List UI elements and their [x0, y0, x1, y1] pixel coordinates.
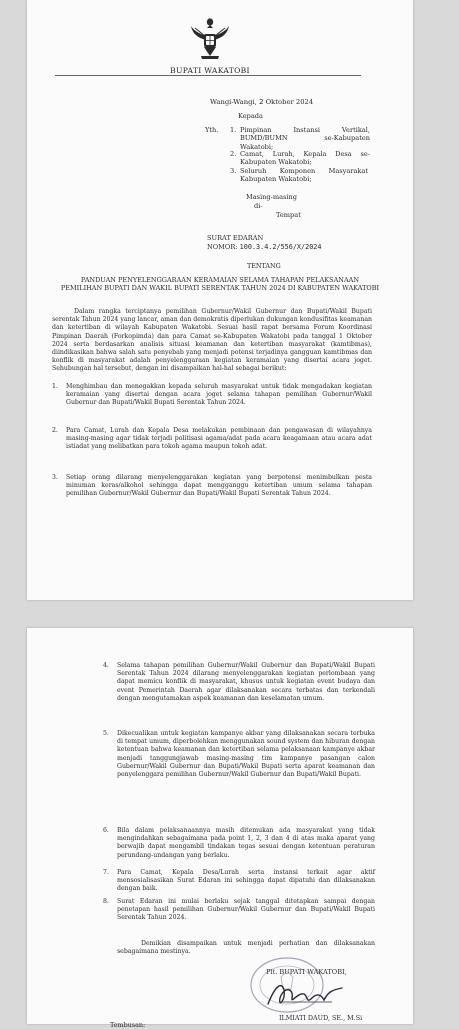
tempat-label: Tempat — [276, 211, 301, 219]
list-item-number: 3. — [52, 474, 58, 481]
list-item-number: 1. — [52, 383, 58, 390]
letter-number — [207, 243, 321, 251]
signatory-name: ILMIATI DAUD, SE., M.Si — [279, 1014, 363, 1022]
list-item-number: 5. — [103, 730, 109, 737]
list-item-number: 8. — [103, 898, 109, 905]
nomor-label: NOMOR: — [207, 243, 238, 251]
list-item-number: 7. — [103, 869, 109, 876]
list-item-number: 6. — [103, 827, 109, 834]
garuda-emblem-icon — [187, 14, 233, 64]
date-month-year: Oktober 2024 — [265, 98, 314, 106]
letter-type: SURAT EDARAN — [207, 234, 264, 242]
tembusan-label: Tembusan: — [110, 1021, 146, 1029]
opening-paragraph: Dalam rangka terciptanya pemilihan Gubernur/Wakil Gubernur dan Bupati/Wakil Bupati serentak Tahun 2024 yang lancar, aman dan demokratis diperlukan dukungan kondusifitas keamanan dan ketertiban di wilayah Kabupaten Wakatobi. Sesuai hasil rapat bersama Forum Koordinasi Pimpinan Daerah (Forkopimda) dan para Camat se-Kabupaten Wakatobi pada tanggal 1 Oktober 2024 serta berdasarkan analisis situasi keamanan dan ketertiban masyarakat (kamtibmas), diindikasikan bahwa salah satu penyebab yang menjadi potensi terjadinya gangguan kamtibmas dan konflik di masyarakat adalah penyelenggaraan kegiatan keramaian yang disertai acara joget. Sehubungan hal tersebut, dengan ini disampaikan hal-hal sebagai berikut: — [52, 308, 372, 373]
di-label: di- — [254, 202, 263, 210]
yth-label: Yth. — [205, 126, 219, 134]
recipient-text: Camat, Lurah, Kepala Desa se-Kabupaten Wakatobi; — [240, 150, 370, 167]
document-page-1 — [27, 0, 413, 600]
list-item-text: Para Camat, Kepala Desa/Lurah serta instansi terkait agar aktif mensosialisasikan Surat Edaran ini sehingga dapat dipatuhi dan dilaksanakan dengan baik. — [117, 869, 375, 893]
recipient-number: 3. — [230, 167, 237, 175]
handwritten-signature-icon — [262, 978, 352, 1014]
nomor-value: 100.3.4.2/556/X/2024 — [239, 243, 322, 251]
letterhead-divider — [55, 75, 361, 76]
letter-subject: PANDUAN PENYELENGGARAAN KERAMAIAN SELAMA TAHAPAN PELAKSANAAN PEMILIHAN BUPATI DAN WAKIL BUPATI SERENTAK TAHUN 2024 DI KABUPATEN WAKATOBI — [60, 276, 380, 293]
recipient-number: 1. — [230, 126, 237, 134]
letterhead-title: BUPATI WAKATOBI — [170, 66, 250, 75]
list-item-number: 4. — [103, 662, 109, 669]
list-item-text: Setiap orang dilarang menyelenggarakan kegiatan yang berpotensi menimbulkan pesta minuman keras/alkohol sehingga dapat mengganggu ketertiban umum selama tahapan pemilihan Gubernur/Wakil Gubernur dan Bupati/Wakil Bupati Serentak Tahun 2024. — [66, 474, 372, 498]
list-item-text: Surat Edaran ini mulai berlaku sejak tanggal ditetapkan sampai dengan penetapan hasil pemilihan Gubernur/Wakil Gubernur dan Bupati/Wakil Bupati Serentak Tahun 2024. — [117, 898, 375, 922]
tentang-label: TENTANG — [247, 262, 281, 270]
list-item-text: Para Camat, Lurah dan Kepala Desa melakukan pembinaan dan pengawasan di wilayahnya masing-masing agar tidak terjadi politisasi agama/adat pada acara keagamaan atau acara adat istiadat yang melibatkan para tokoh agama maupun tokoh adat. — [66, 427, 372, 451]
list-item-text: Menghimbau dan menegakkan kepada seluruh masyarakat untuk tidak mengadakan kegiatan keramaian yang disertai dengan acara joget selama tahapan pemilihan Gubernur/Wakil Gubernur dan Bupati/Wakil Bupati Serentak Tahun 2024. — [66, 383, 372, 407]
recipient-text: Seluruh Komponen Masyarakat Kabupaten Wakatobi; — [240, 167, 368, 184]
recipient-text: Pimpinan Instansi Vertikal, BUMD/BUMN se-Kabupaten Wakatobi; — [240, 126, 370, 151]
date-place: Wangi-Wangi, — [210, 98, 257, 106]
list-item-text: Bila dalam pelaksanaannya masih ditemukan ada masyarakat yang tidak mengindahkan sebagaimana pada point 1, 2, 3 dan 4 di atas maka aparat yang berwajib dapat mengambil tindakan tegas sesuai dengan ketentuan peraturan perundang-undangan yang berlaku. — [117, 827, 375, 859]
list-item-text: Dikecualikan untuk kegiatan kampanye akbar yang dilaksanakan secara terbuka di tempat umum, diperbolehkan menggunakan sound system dan hiburan dengan ketentuan bahwa keamanan dan ketertiban selama pelaksanaan kampanye akbar menjadi tanggungjawab masing-masing tim kampanye pasangan calon Gubernur/Wakil Gubernur dan Bupati/Wakil Bupati serta aparat keamanan dan penyelenggara pemilihan Gubernur/Wakil Gubernur dan Bupati/Wakil Bupati. — [117, 730, 375, 779]
signatory-title: Plt. BUPATI WAKATOBI, — [266, 968, 347, 976]
kepada-label: Kepada — [238, 112, 263, 120]
date-line — [210, 97, 313, 106]
list-item-text: Selama tahapan pemilihan Gubernur/Wakil Gubernur dan Bupati/Wakil Bupati Serentak Tahun 2024 dilarang menyelenggarakan kegiatan perlombaan yang dapat memicu konflik di masyarakat, khusus untuk kegiatan event budaya dan event Pemerintah Daerah agar dilaksanakan secara terbatas dan terkendali dengan mengutamakan aspek keamanan dan keselamatan umum. — [117, 662, 375, 702]
list-item-number: 2. — [52, 427, 58, 434]
masing-masing-label: Masing-masing — [246, 193, 298, 201]
recipient-number: 2. — [230, 150, 237, 158]
closing-paragraph: Demikian disampaikan untuk menjadi perhatian dan dilaksanakan sebagaimana mestinya. — [117, 940, 375, 956]
date-day: 2 — [258, 97, 264, 106]
